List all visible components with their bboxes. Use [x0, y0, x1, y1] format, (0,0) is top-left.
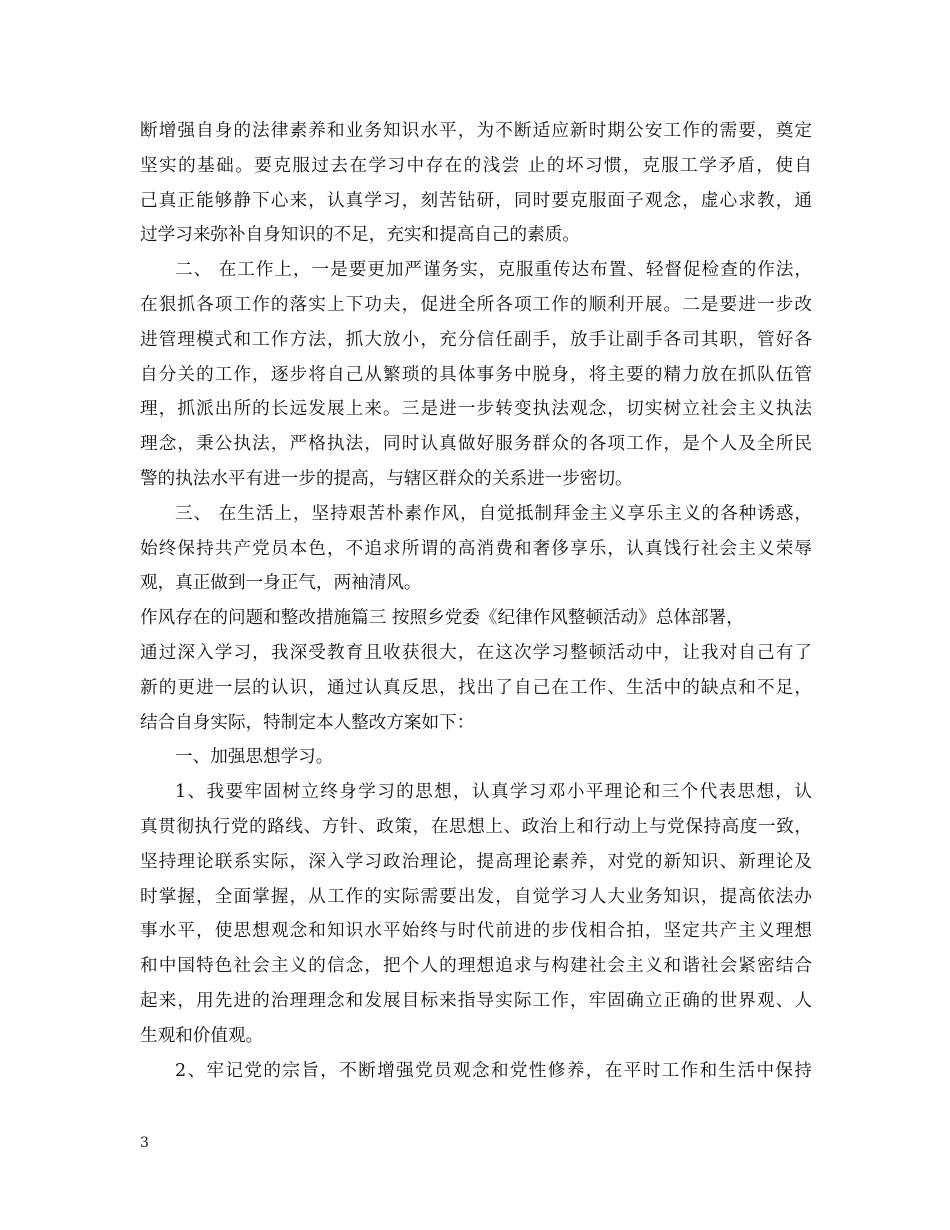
text-line: 坚实的基础。要克服过去在学习中存在的浅尝 止的坏习惯，克服工学矛盾，使自	[140, 155, 812, 176]
text-line: 真贯彻执行党的路线、方针、政策，在思想上、政治上和行动上与党保持高度一致，	[140, 816, 812, 837]
text-line: 2、牢记党的宗旨，不断增强党员观念和党性修养，在平时工作和生活中保持	[175, 1060, 812, 1081]
text-line: 事水平，使思想观念和知识水平始终与时代前进的步伐相合拍，坚定共产主义理想	[140, 921, 812, 942]
text-line: 作风存在的问题和整改措施篇三 按照乡党委《纪律作风整顿活动》总体部署，	[140, 608, 744, 629]
text-line: 过学习来弥补自身知识的不足，充实和提高自己的素质。	[140, 225, 580, 246]
text-line: 警的执法水平有进一步的提高，与辖区群众的关系进一步密切。	[140, 468, 633, 489]
text-line: 断增强自身的法律素养和业务知识水平，为不断适应新时期公安工作的需要，奠定	[140, 121, 812, 141]
text-line: 一、加强思想学习。	[175, 747, 334, 768]
text-line: 始终保持共产党员本色，不追求所谓的高消费和奢侈享乐，认真饯行社会主义荣辱	[140, 538, 812, 559]
text-line: 己真正能够静下心来，认真学习，刻苦钻研，同时要克服面子观念，虚心求教，通	[140, 190, 812, 211]
page-number: 3	[140, 1135, 149, 1151]
text-line: 新的更进一层的认识，通过认真反思，找出了自己在工作、生活中的缺点和不足，	[140, 677, 812, 698]
text-line: 结合自身实际，特制定本人整改方案如下：	[140, 712, 475, 733]
text-line: 在狠抓各项工作的落实上下功夫，促进全所各项工作的顺利开展。二是要进一步改	[140, 294, 812, 315]
text-line: 1、我要牢固树立终身学习的思想，认真学习邓小平理论和三个代表思想，认	[175, 782, 812, 803]
text-line: 观，真正做到一身正气，两袖清风。	[140, 573, 422, 594]
document-body	[140, 114, 812, 1088]
text-line: 自分关的工作，逐步将自己从繁琐的具体事务中脱身，将主要的精力放在抓队伍管	[140, 364, 812, 385]
text-line: 理，抓派出所的长远发展上来。三是进一步转变执法观念，切实树立社会主义执法	[140, 399, 812, 420]
text-line: 坚持理论联系实际，深入学习政治理论，提高理论素养，对党的新知识、新理论及	[140, 851, 812, 872]
text-line: 理念，秉公执法，严格执法，同时认真做好服务群众的各项工作，是个人及全所民	[140, 434, 812, 455]
text-line: 通过深入学习，我深受教育且收获很大，在这次学习整顿活动中，让我对自己有了	[140, 642, 812, 663]
text-line: 生观和价值观。	[140, 1025, 264, 1046]
text-line: 和中国特色社会主义的信念，把个人的理想追求与构建社会主义和谐社会紧密结合	[140, 956, 812, 977]
text-line: 进管理模式和工作方法，抓大放小，充分信任副手，放手让副手各司其职，管好各	[140, 329, 812, 350]
text-line: 三、 在生活上，坚持艰苦朴素作风，自觉抵制拜金主义享乐主义的各种诱惑，	[175, 503, 812, 524]
text-line: 时掌握，全面掌握，从工作的实际需要出发，自觉学习人大业务知识，提高依法办	[140, 886, 812, 907]
text-line: 二、 在工作上，一是要更加严谨务实，克服重传达布置、轻督促检查的作法，	[175, 260, 812, 281]
text-line: 起来，用先进的治理理念和发展目标来指导实际工作，牢固确立正确的世界观、人	[140, 990, 812, 1011]
